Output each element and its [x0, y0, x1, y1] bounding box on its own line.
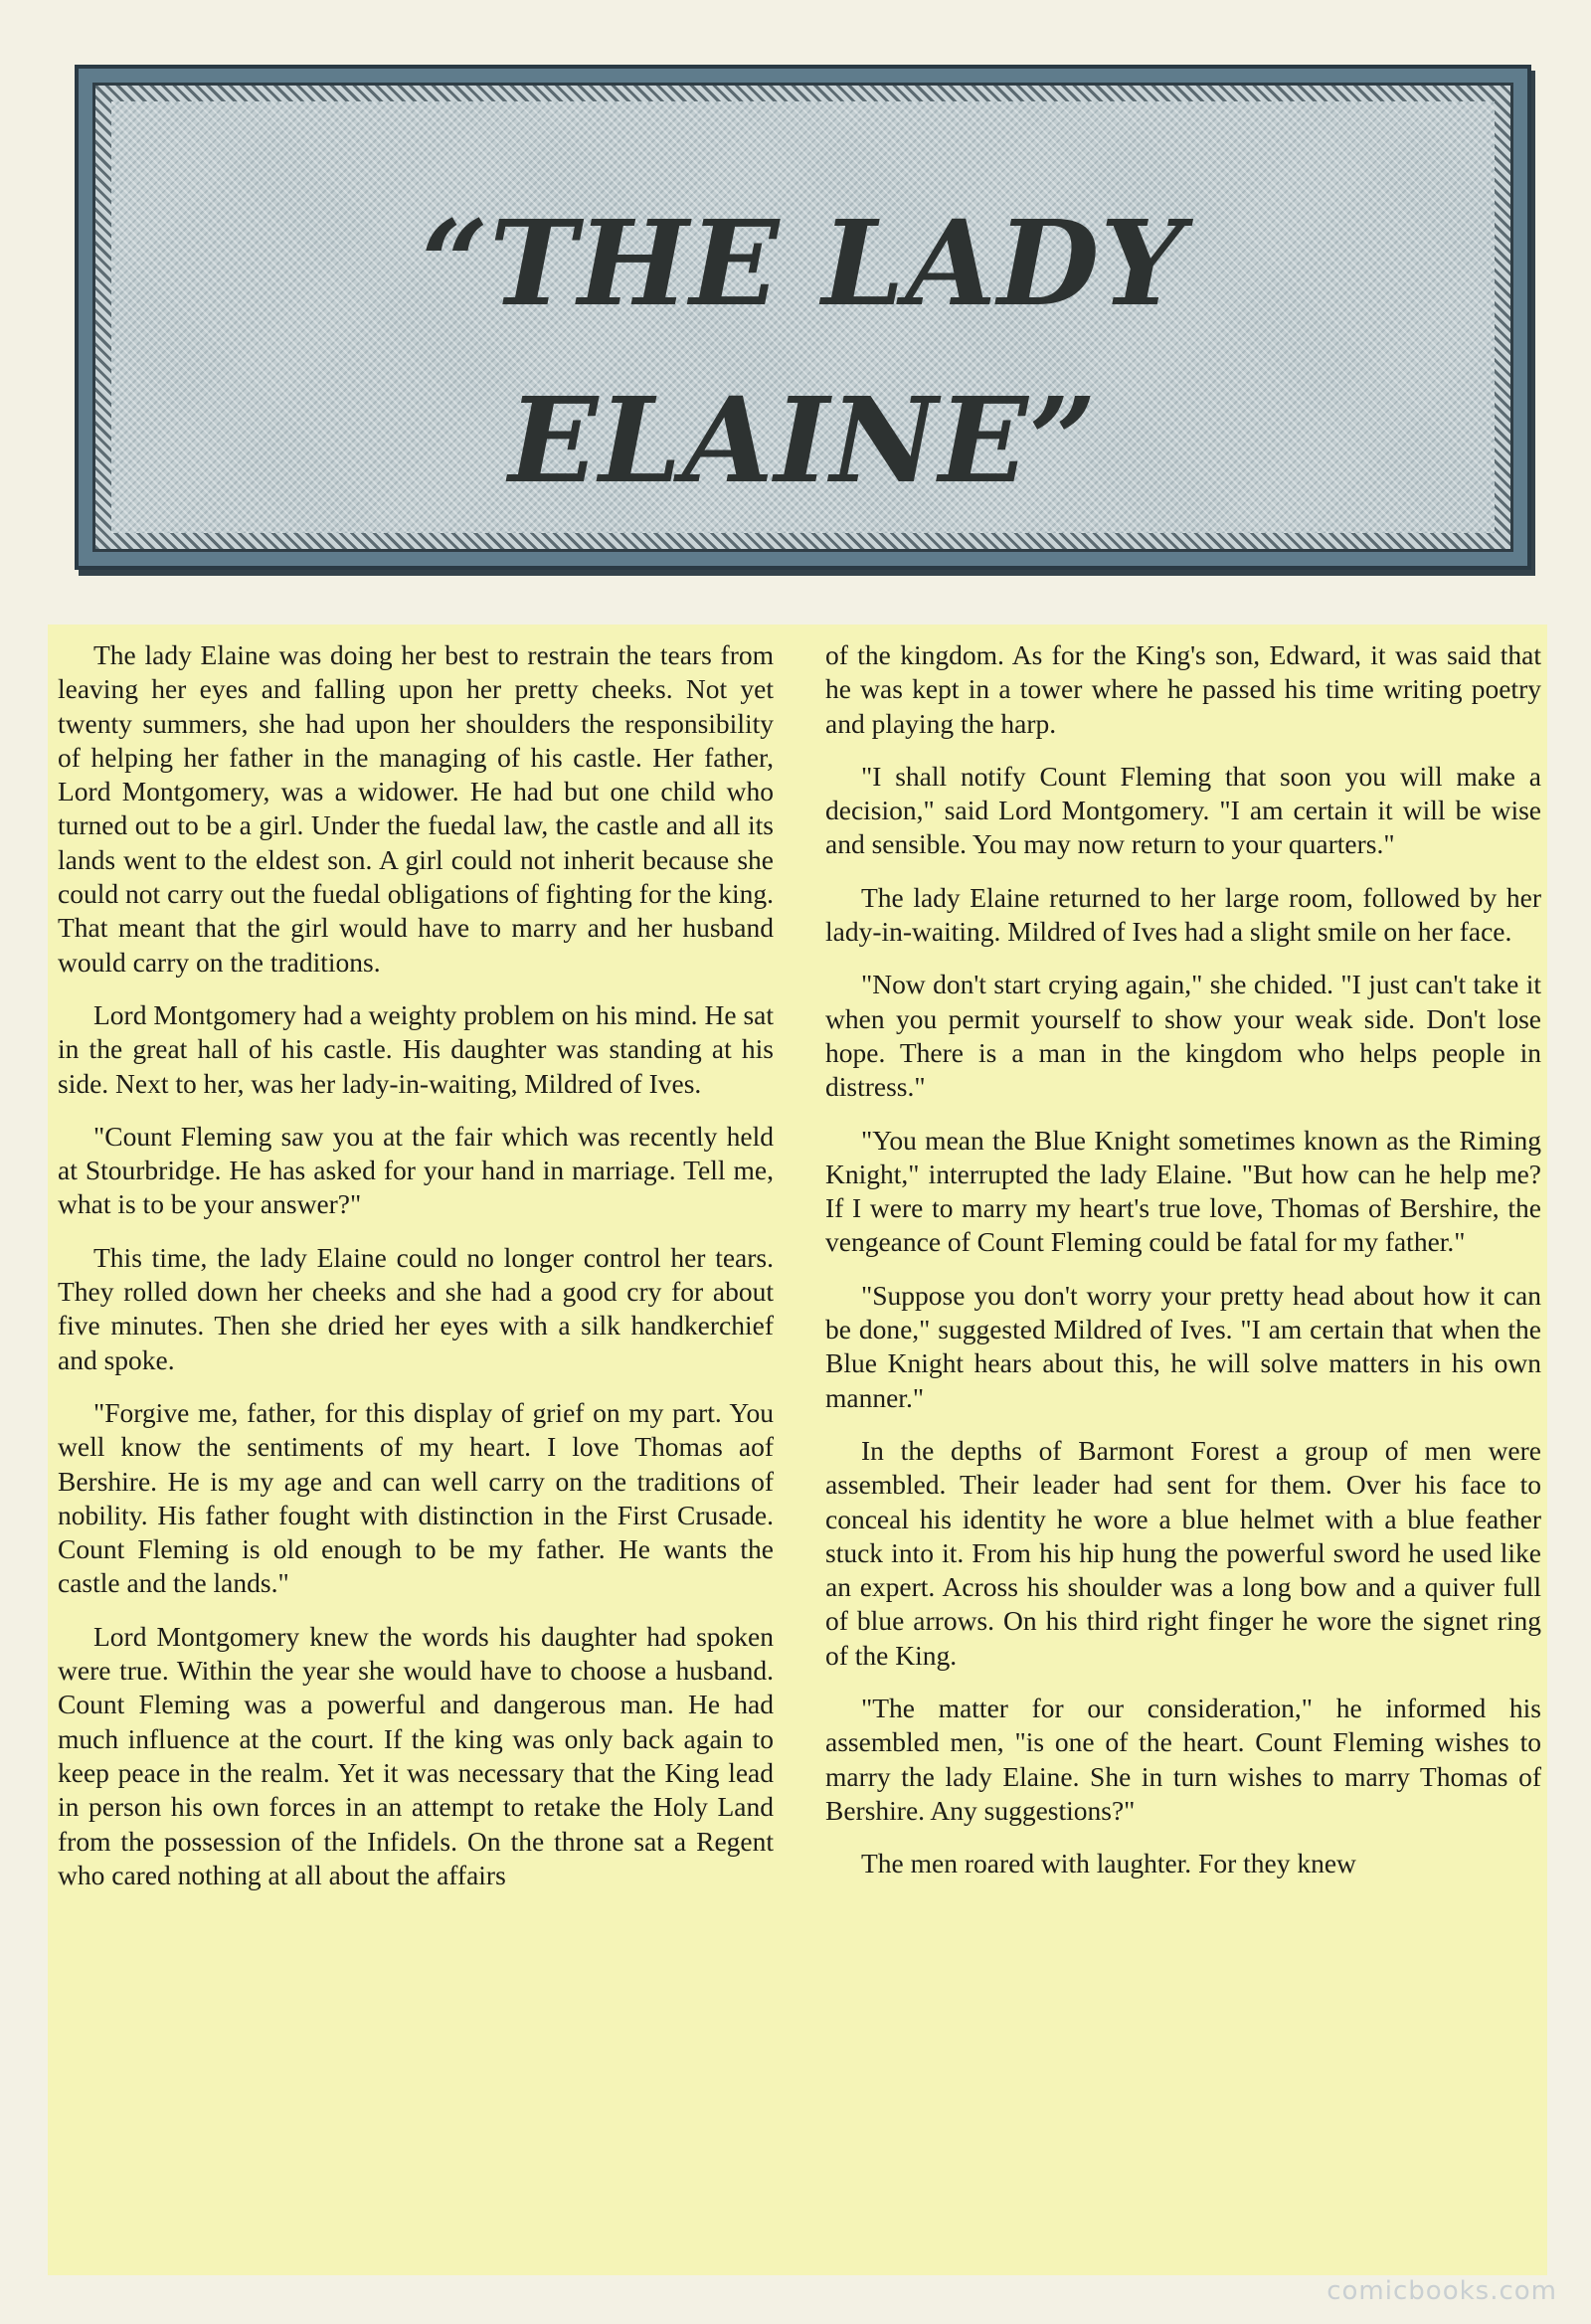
paragraph: "The matter for our consideration," he informed his assembled men, "is one of the heart. Count Fleming wishes to marry the lady Elaine. She in turn wishes to marry Thomas of Bershire. Any suggestions?": [825, 1693, 1541, 1826]
paragraph: The men roared with laughter. For they knew: [861, 1848, 1356, 1879]
story-title-line-1: “THE LADY: [421, 194, 1185, 332]
paragraph: "Suppose you don't worry your pretty head about how it can be done," suggested Mildred of Ives. "I am certain that when the Blue Knight hears about this, he will solve matters in his own manner.": [825, 1279, 1541, 1413]
paragraph: "Now don't start crying again," she chided. "I just can't take it when you permit yourself to show your weak side. Don't lose hope. There is a man in the kingdom who helps people in distress.": [825, 969, 1541, 1103]
paragraph: "I shall notify Count Fleming that soon you will make a decision," said Lord Montgomery. "I am certain it will be wise and sensible. You may now return to your quarters.": [825, 760, 1541, 860]
title-frame: [75, 65, 1531, 570]
paragraph-continuation: of the kingdom. As for the King's son, Edward, it was said that he was kept in a tower where he passed his time writing poetry and playing the harp.: [825, 639, 1541, 739]
watermark: comicbooks.com: [1326, 2276, 1557, 2306]
story-title-line-2: ELAINE”: [508, 371, 1098, 509]
story-text-panel: [48, 625, 1547, 2275]
paragraph: "Count Fleming saw you at the fair which was recently held at Stourbridge. He has asked for your hand in marriage. Tell me, what is to be your answer?": [58, 1120, 774, 1220]
paragraph: "You mean the Blue Knight sometimes known as the Riming Knight," interrupted the lady Elaine. "But how can he help me? If I were to marry my heart's true love, Thomas of Bershire, the vengeance of Count Fleming could be fatal for my father.": [825, 1124, 1541, 1258]
title-panel: [92, 83, 1513, 552]
right-column: [825, 638, 1541, 1900]
paragraph: The lady Elaine was doing her best to restrain the tears from leaving her eyes and falling upon her pretty cheeks. Not yet twenty summers, she had upon her shoulders the responsibility of helping her father in the managing of his castle. Her father, Lord Montgomery, was a widower. He had but one child who turned out to be a girl. Under the fuedal law, the castle and all its lands went to the eldest son. A girl could not inherit because she could not carry out the fuedal obligations of fighting for the king. That meant that the girl would have to marry and her husband would carry on the traditions.: [58, 639, 774, 978]
paragraph: In the depths of Barmont Forest a group of men were assembled. Their leader had sent for them. Over his face to conceal his identity he wore a blue helmet with a blue feather stuck into it. From his hip hung the powerful sword he used like an expert. Across his shoulder was a long bow and a quiver full of blue arrows. On his third right finger he wore the signet ring of the King.: [825, 1434, 1541, 1671]
paragraph: "Forgive me, father, for this display of grief on my part. You well know the sentiments of my heart. I love Thomas aof Bershire. He is my age and can well carry on the traditions of nobility. His father fought with distinction in the First Crusade. Count Fleming is old enough to be my father. He wants the castle and the lands.": [58, 1396, 774, 1599]
left-column: [58, 638, 774, 1911]
paragraph: Lord Montgomery had a weighty problem on his mind. He sat in the great hall of his castle. His daughter was standing at his side. Next to her, was her lady-in-waiting, Mildred of Ives.: [58, 998, 774, 1099]
paragraph: Lord Montgomery knew the words his daughter had spoken were true. Within the year she would have to choose a husband. Count Fleming was a powerful and dangerous man. He had much influence at the court. If the king was only back again to keep peace in the realm. Yet it was necessary that the King lead in person his own forces in an attempt to retake the Holy Land from the possession of the Infidels. On the throne sat a Regent who cared nothing at all about the affairs: [58, 1620, 774, 1890]
paragraph: The lady Elaine returned to her large room, followed by her lady-in-waiting. Mildred of Ives had a slight smile on her face.: [825, 881, 1541, 948]
paragraph: This time, the lady Elaine could no longer control her tears. They rolled down her cheeks and she had a good cry for about five minutes. Then she dried her eyes with a silk handkerchief and spoke.: [58, 1241, 774, 1375]
